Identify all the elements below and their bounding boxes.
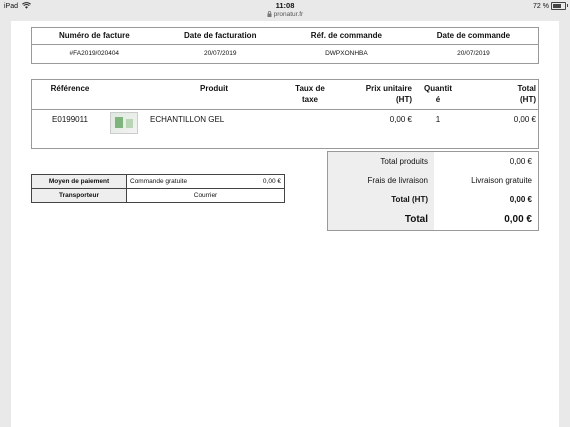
- carrier-label: Transporteur: [32, 189, 127, 203]
- total-products-value: 0,00 €: [509, 157, 532, 166]
- products-header-row: [32, 80, 539, 110]
- address-bar[interactable]: [0, 11, 570, 21]
- product-header: Produit: [148, 80, 280, 110]
- invoice-info-table: [31, 27, 539, 64]
- carrier-row: [32, 189, 285, 203]
- totals-grand-row: [328, 209, 539, 231]
- grand-total-label: Total: [328, 209, 435, 231]
- unit-price-header: [340, 80, 414, 110]
- invoice-page: [11, 21, 559, 427]
- reference-header: Référence: [32, 80, 109, 110]
- product-unit-price: 0,00 €: [389, 115, 412, 124]
- thumb-header: [108, 80, 148, 110]
- battery-percent: 72 %: [533, 2, 549, 10]
- total-header-line1: Total: [517, 84, 536, 93]
- totals-shipping-row: [328, 171, 539, 190]
- order-ref: DWPXONHBA: [325, 50, 368, 57]
- quantity-header-line2: é: [435, 95, 441, 104]
- status-right: [533, 2, 566, 10]
- carrier-name: Courrier: [127, 189, 285, 203]
- totals-products-row: [328, 152, 539, 172]
- products-table: [31, 79, 539, 149]
- order-date: 20/07/2019: [457, 50, 490, 57]
- payment-table: [31, 174, 285, 203]
- tax-header-line2: taxe: [301, 95, 318, 104]
- total-header: [462, 80, 539, 110]
- invoice-number-header: Numéro de facture: [32, 28, 157, 45]
- product-thumbnail-cell: [108, 110, 148, 149]
- order-ref-header: Réf. de commande: [284, 28, 409, 45]
- payment-method-label: Moyen de paiement: [32, 175, 127, 189]
- invoice-date: 20/07/2019: [203, 50, 237, 57]
- table-row: [32, 110, 539, 149]
- lock-icon: [267, 11, 272, 17]
- total-header-line2: (HT): [520, 95, 536, 104]
- unit-price-header-line1: Prix unitaire: [365, 84, 412, 93]
- payment-amount: 0,00 €: [244, 175, 285, 189]
- invoice-info-header-row: [32, 28, 539, 45]
- product-name: ECHANTILLON GEL: [150, 115, 225, 124]
- totals-ht-row: [328, 190, 539, 209]
- quantity-header-line1: Quantit: [424, 84, 452, 93]
- invoice-number: #FA2019/020404: [69, 50, 120, 57]
- totals-table: [327, 151, 539, 231]
- battery-fill: [553, 4, 561, 8]
- unit-price-header-line2: (HT): [396, 95, 412, 104]
- status-bar: [0, 0, 570, 11]
- invoice-date-header: Date de facturation: [157, 28, 284, 45]
- product-tax: [280, 110, 340, 149]
- payment-method: Commande gratuite: [127, 175, 245, 189]
- battery-icon: [551, 2, 566, 10]
- shipping-label: Frais de livraison: [328, 171, 435, 190]
- total-products-label: Total produits: [328, 152, 435, 172]
- product-total: 0,00 €: [513, 115, 536, 124]
- total-ht-value: 0,00 €: [509, 195, 532, 204]
- product-quantity: 1: [435, 115, 441, 124]
- shipping-value: Livraison gratuite: [471, 176, 532, 185]
- product-reference: E0199011: [52, 115, 88, 124]
- payment-row: [32, 175, 285, 189]
- total-ht-label: Total (HT): [328, 190, 435, 209]
- grand-total-value: 0,00 €: [504, 214, 532, 225]
- order-date-header: Date de commande: [409, 28, 539, 45]
- url-text[interactable]: pronatur.fr: [273, 11, 304, 18]
- invoice-info-row: [32, 45, 539, 64]
- device-name: iPad: [4, 3, 19, 10]
- tax-header-line1: Taux de: [295, 84, 325, 93]
- quantity-header: [414, 80, 462, 110]
- product-thumbnail: [110, 112, 138, 134]
- status-time: 11:08: [275, 1, 295, 10]
- tax-header: [280, 80, 340, 110]
